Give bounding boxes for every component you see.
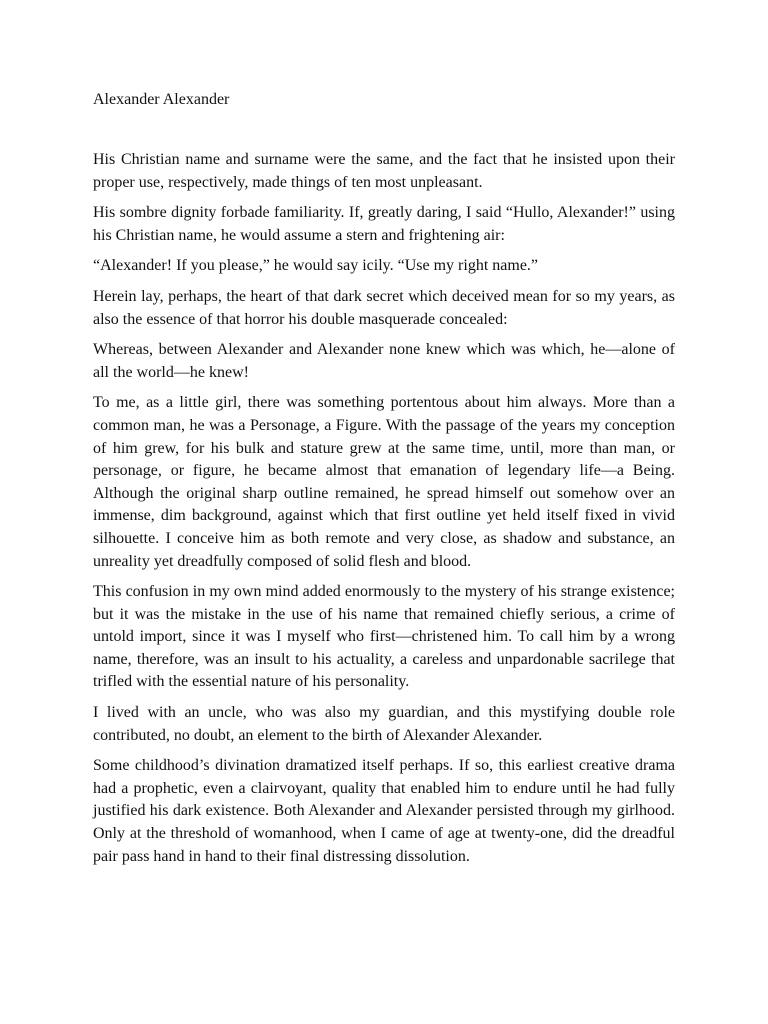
paragraph-7: This confusion in my own mind added enormously to the mystery of his strange existence; but it was the mistake in the use of his name that remained chiefly serious, a crime of untold import, since it was I myself who first—christened him. To call him by a wrong name, therefore, was an insult to his actuality, a careless and unpardonable sacrilege that trifled with the essential nature of his personality. <box>93 583 675 691</box>
document-title: Alexander Alexander <box>93 91 230 108</box>
paragraph-1: His Christian name and surname were the same, and the fact that he insisted upon their proper use, respectively, made things of ten most unpleasant. <box>93 151 675 191</box>
paragraph-3: “Alexander! If you please,” he would say icily. “Use my right name.” <box>93 257 539 275</box>
paragraph-5: Whereas, between Alexander and Alexander none knew which was which, he—alone of all the world—he knew! <box>93 341 675 381</box>
paragraph-9: Some childhood’s divination dramatized itself perhaps. If so, this earliest creative drama had a prophetic, even a clairvoyant, quality that enabled him to endure until he had fully justified his dark existence. Both Alexander and Alexander persisted through my girlhood. Only at the threshold of womanhood, when I came of age at twenty-one, did the dreadful pair pass hand in hand to their final distressing dissolution. <box>93 757 675 865</box>
paragraph-8: I lived with an uncle, who was also my guardian, and this mystifying double role contributed, no doubt, an element to the birth of Alexander Alexander. <box>93 704 675 744</box>
paragraph-6: To me, as a little girl, there was something portentous about him always. More than a common man, he was a Personage, a Figure. With the passage of the years my conception of him grew, for his bulk and stature grew at the same time, until, more than man, or personage, or figure, he became almost that emanation of legendary life—a Being. Although the original sharp outline remained, he spread himself out somehow over an immense, dim background, against which that first outline yet held itself fixed in vivid silhouette. I conceive him as both remote and very close, as shadow and substance, an unreality yet dreadfully composed of solid flesh and blood. <box>93 394 675 570</box>
document-body <box>93 149 675 876</box>
paragraph-2: His sombre dignity forbade familiarity. If, greatly daring, I said “Hullo, Alexander!” using his Christian name, he would assume a stern and frightening air: <box>93 204 675 244</box>
paragraph-4: Herein lay, perhaps, the heart of that dark secret which deceived mean for so my years, as also the essence of that horror his double masquerade concealed: <box>93 287 675 328</box>
